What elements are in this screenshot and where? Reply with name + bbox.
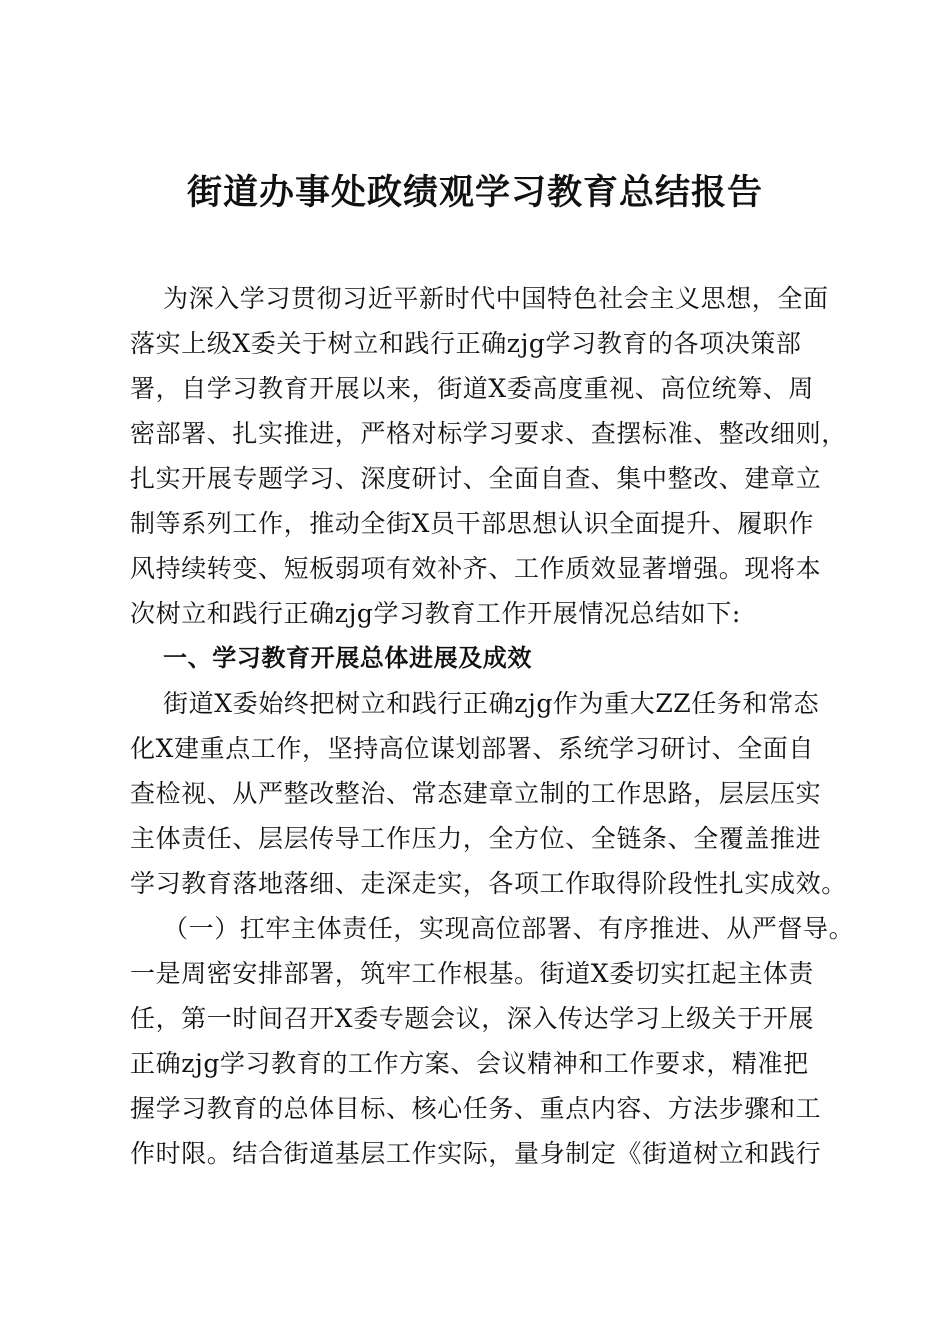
paragraph-line: 主体责任、层层传导工作压力，全方位、全链条、全覆盖推进 [130,824,822,853]
paragraph-line: 扎实开展专题学习、深度研讨、全面自查、集中整改、建章立 [130,464,822,493]
subsection-heading: （一）扛牢主体责任，实现高位部署、有序推进、从严督导。 [163,914,855,943]
paragraph-line: 学习教育落地落细、走深走实，各项工作取得阶段性扎实成效。 [130,869,847,898]
paragraph-line: 密部署、扎实推进，严格对标学习要求、查摆标准、整改细则， [130,419,847,448]
paragraph-line: 化X建重点工作，坚持高位谋划部署、系统学习研讨、全面自 [130,734,814,763]
paragraph-line: 作时限。结合街道基层工作实际，量身制定《街道树立和践行 [130,1139,822,1168]
paragraph-line: 为深入学习贯彻习近平新时代中国特色社会主义思想，全面 [163,284,829,313]
document-body [130,276,855,1176]
paragraph-line: 落实上级X委关于树立和践行正确zjg学习教育的各项决策部 [130,329,802,358]
paragraph-line: 制等系列工作，推动全街X员干部思想认识全面提升、履职作 [130,509,814,538]
paragraph-line: 街道X委始终把树立和践行正确zjg作为重大ZZ任务和常态 [163,689,820,718]
paragraph-line: 风持续转变、短板弱项有效补齐、工作质效显著增强。现将本 [130,554,822,583]
paragraph-line: 一是周密安排部署，筑牢工作根基。街道X委切实扛起主体责 [130,959,814,988]
paragraph-line: 次树立和践行正确zjg学习教育工作开展情况总结如下: [130,599,741,628]
paragraph-line: 署，自学习教育开展以来，街道X委高度重视、高位统筹、周 [130,374,814,403]
paragraph-line: 握学习教育的总体目标、核心任务、重点内容、方法步骤和工 [130,1094,822,1123]
document-title: 街道办事处政绩观学习教育总结报告 [186,172,763,213]
section-heading: 一、学习教育开展总体进展及成效 [163,644,532,672]
paragraph-line: 正确zjg学习教育的工作方案、会议精神和工作要求，精准把 [130,1049,809,1078]
paragraph-line: 任，第一时间召开X委专题会议，深入传达学习上级关于开展 [130,1004,814,1033]
paragraph-line: 查检视、从严整改整治、常态建章立制的工作思路，层层压实 [130,779,822,808]
